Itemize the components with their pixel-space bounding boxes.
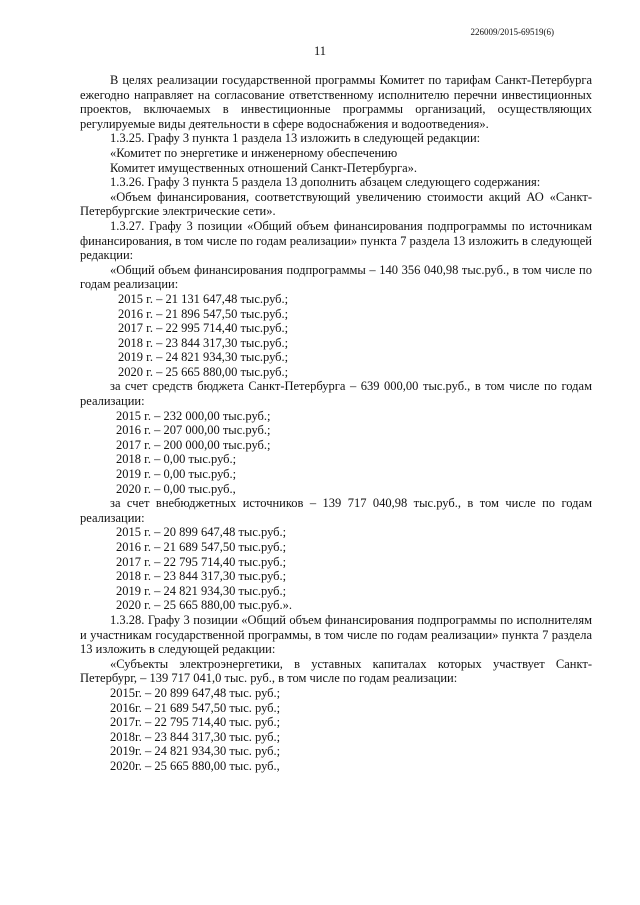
item-1-3-25: 1.3.25. Графу 3 пункта 1 раздела 13 изложить в следующей редакции: xyxy=(110,131,481,146)
budget-year-line: 2020 г. – 0,00 тыс.руб., xyxy=(116,481,236,496)
page-number: 11 xyxy=(313,44,327,58)
total-year-line: 2018 г. – 23 844 317,30 тыс.руб.; xyxy=(118,335,289,350)
item-1-3-27: 1.3.27. Графу 3 позиции «Общий объем финансирования подпрограммы по источникам финансирования, в том числе по годам реализации» пункта 7 раздела 13 изложить в следующей редакции: xyxy=(80,218,592,263)
extrabudget-year-line: 2015 г. – 20 899 647,48 тыс.руб.; xyxy=(116,525,287,540)
extrabudget-financing: за счет внебюджетных источников – 139 717 040,98 тыс.руб., в том числе по годам реализации: xyxy=(80,496,592,525)
intro-paragraph: В целях реализации государственной программы Комитет по тарифам Санкт-Петербурга ежегодно направляет на согласование ответственному исполнителю перечни инвестиционных проектов, включаемых в инвестиционные программы организаций, осуществляющих регулируемые виды деятельности в сфере водоснабжения и водоотведения». xyxy=(80,73,592,131)
item-1-3-25-line: «Комитет по энергетике и инженерному обеспечению xyxy=(110,145,398,160)
subjects-year-line: 2019г. – 24 821 934,30 тыс. руб.; xyxy=(110,744,281,759)
total-year-line: 2015 г. – 21 131 647,48 тыс.руб.; xyxy=(118,291,289,306)
electric-subjects: «Субъекты электроэнергетики, в уставных капиталах которых участвует Санкт-Петербург, – 139 717 041,0 тыс. руб., в том числе по годам реализации: xyxy=(80,656,592,686)
subjects-year-line: 2015г. – 20 899 647,48 тыс. руб.; xyxy=(110,685,281,700)
subjects-year-line: 2018г. – 23 844 317,30 тыс. руб.; xyxy=(110,729,281,744)
document-body xyxy=(80,73,592,774)
total-year-line: 2019 г. – 24 821 934,30 тыс.руб.; xyxy=(118,350,289,365)
total-financing: «Общий объем финансирования подпрограммы – 140 356 040,98 тыс.руб., в том числе по годам реализации: xyxy=(80,262,592,292)
budget-year-line: 2019 г. – 0,00 тыс.руб.; xyxy=(116,467,237,482)
document-id: 226009/2015-69519(6) xyxy=(470,27,554,37)
total-year-line: 2020 г. – 25 665 880,00 тыс.руб.; xyxy=(118,364,289,379)
total-year-line: 2017 г. – 22 995 714,40 тыс.руб.; xyxy=(118,321,289,336)
item-1-3-26: 1.3.26. Графу 3 пункта 5 раздела 13 дополнить абзацем следующего содержания: xyxy=(110,175,541,190)
item-1-3-26-quote: «Объем финансирования, соответствующий увеличению стоимости акций АО «Санкт-Петербургские электрические сети». xyxy=(80,189,592,219)
budget-year-line: 2015 г. – 232 000,00 тыс.руб.; xyxy=(116,408,271,423)
budget-year-line: 2016 г. – 207 000,00 тыс.руб.; xyxy=(116,423,271,438)
budget-year-line: 2017 г. – 200 000,00 тыс.руб.; xyxy=(116,437,271,452)
item-1-3-25-line: Комитет имущественных отношений Санкт-Петербурга». xyxy=(110,160,418,175)
subjects-year-line: 2017г. – 22 795 714,40 тыс. руб.; xyxy=(110,715,281,730)
subjects-year-line: 2020г. – 25 665 880,00 тыс. руб., xyxy=(110,758,280,773)
extrabudget-year-line: 2020 г. – 25 665 880,00 тыс.руб.». xyxy=(116,598,293,613)
budget-year-line: 2018 г. – 0,00 тыс.руб.; xyxy=(116,452,237,467)
total-year-line: 2016 г. – 21 896 547,50 тыс.руб.; xyxy=(118,306,289,321)
subjects-year-line: 2016г. – 21 689 547,50 тыс. руб.; xyxy=(110,700,281,715)
extrabudget-year-line: 2017 г. – 22 795 714,40 тыс.руб.; xyxy=(116,554,287,569)
extrabudget-year-line: 2018 г. – 23 844 317,30 тыс.руб.; xyxy=(116,569,287,584)
extrabudget-year-line: 2019 г. – 24 821 934,30 тыс.руб.; xyxy=(116,583,287,598)
item-1-3-28: 1.3.28. Графу 3 позиции «Общий объем финансирования подпрограммы по исполнителям и участникам государственной программы, в том числе по годам реализации» пункта 7 раздела 13 изложить в следующей редакции: xyxy=(80,612,592,657)
budget-financing: за счет средств бюджета Санкт-Петербурга – 639 000,00 тыс.руб., в том числе по годам реализации: xyxy=(80,379,592,409)
extrabudget-year-line: 2016 г. – 21 689 547,50 тыс.руб.; xyxy=(116,540,287,554)
